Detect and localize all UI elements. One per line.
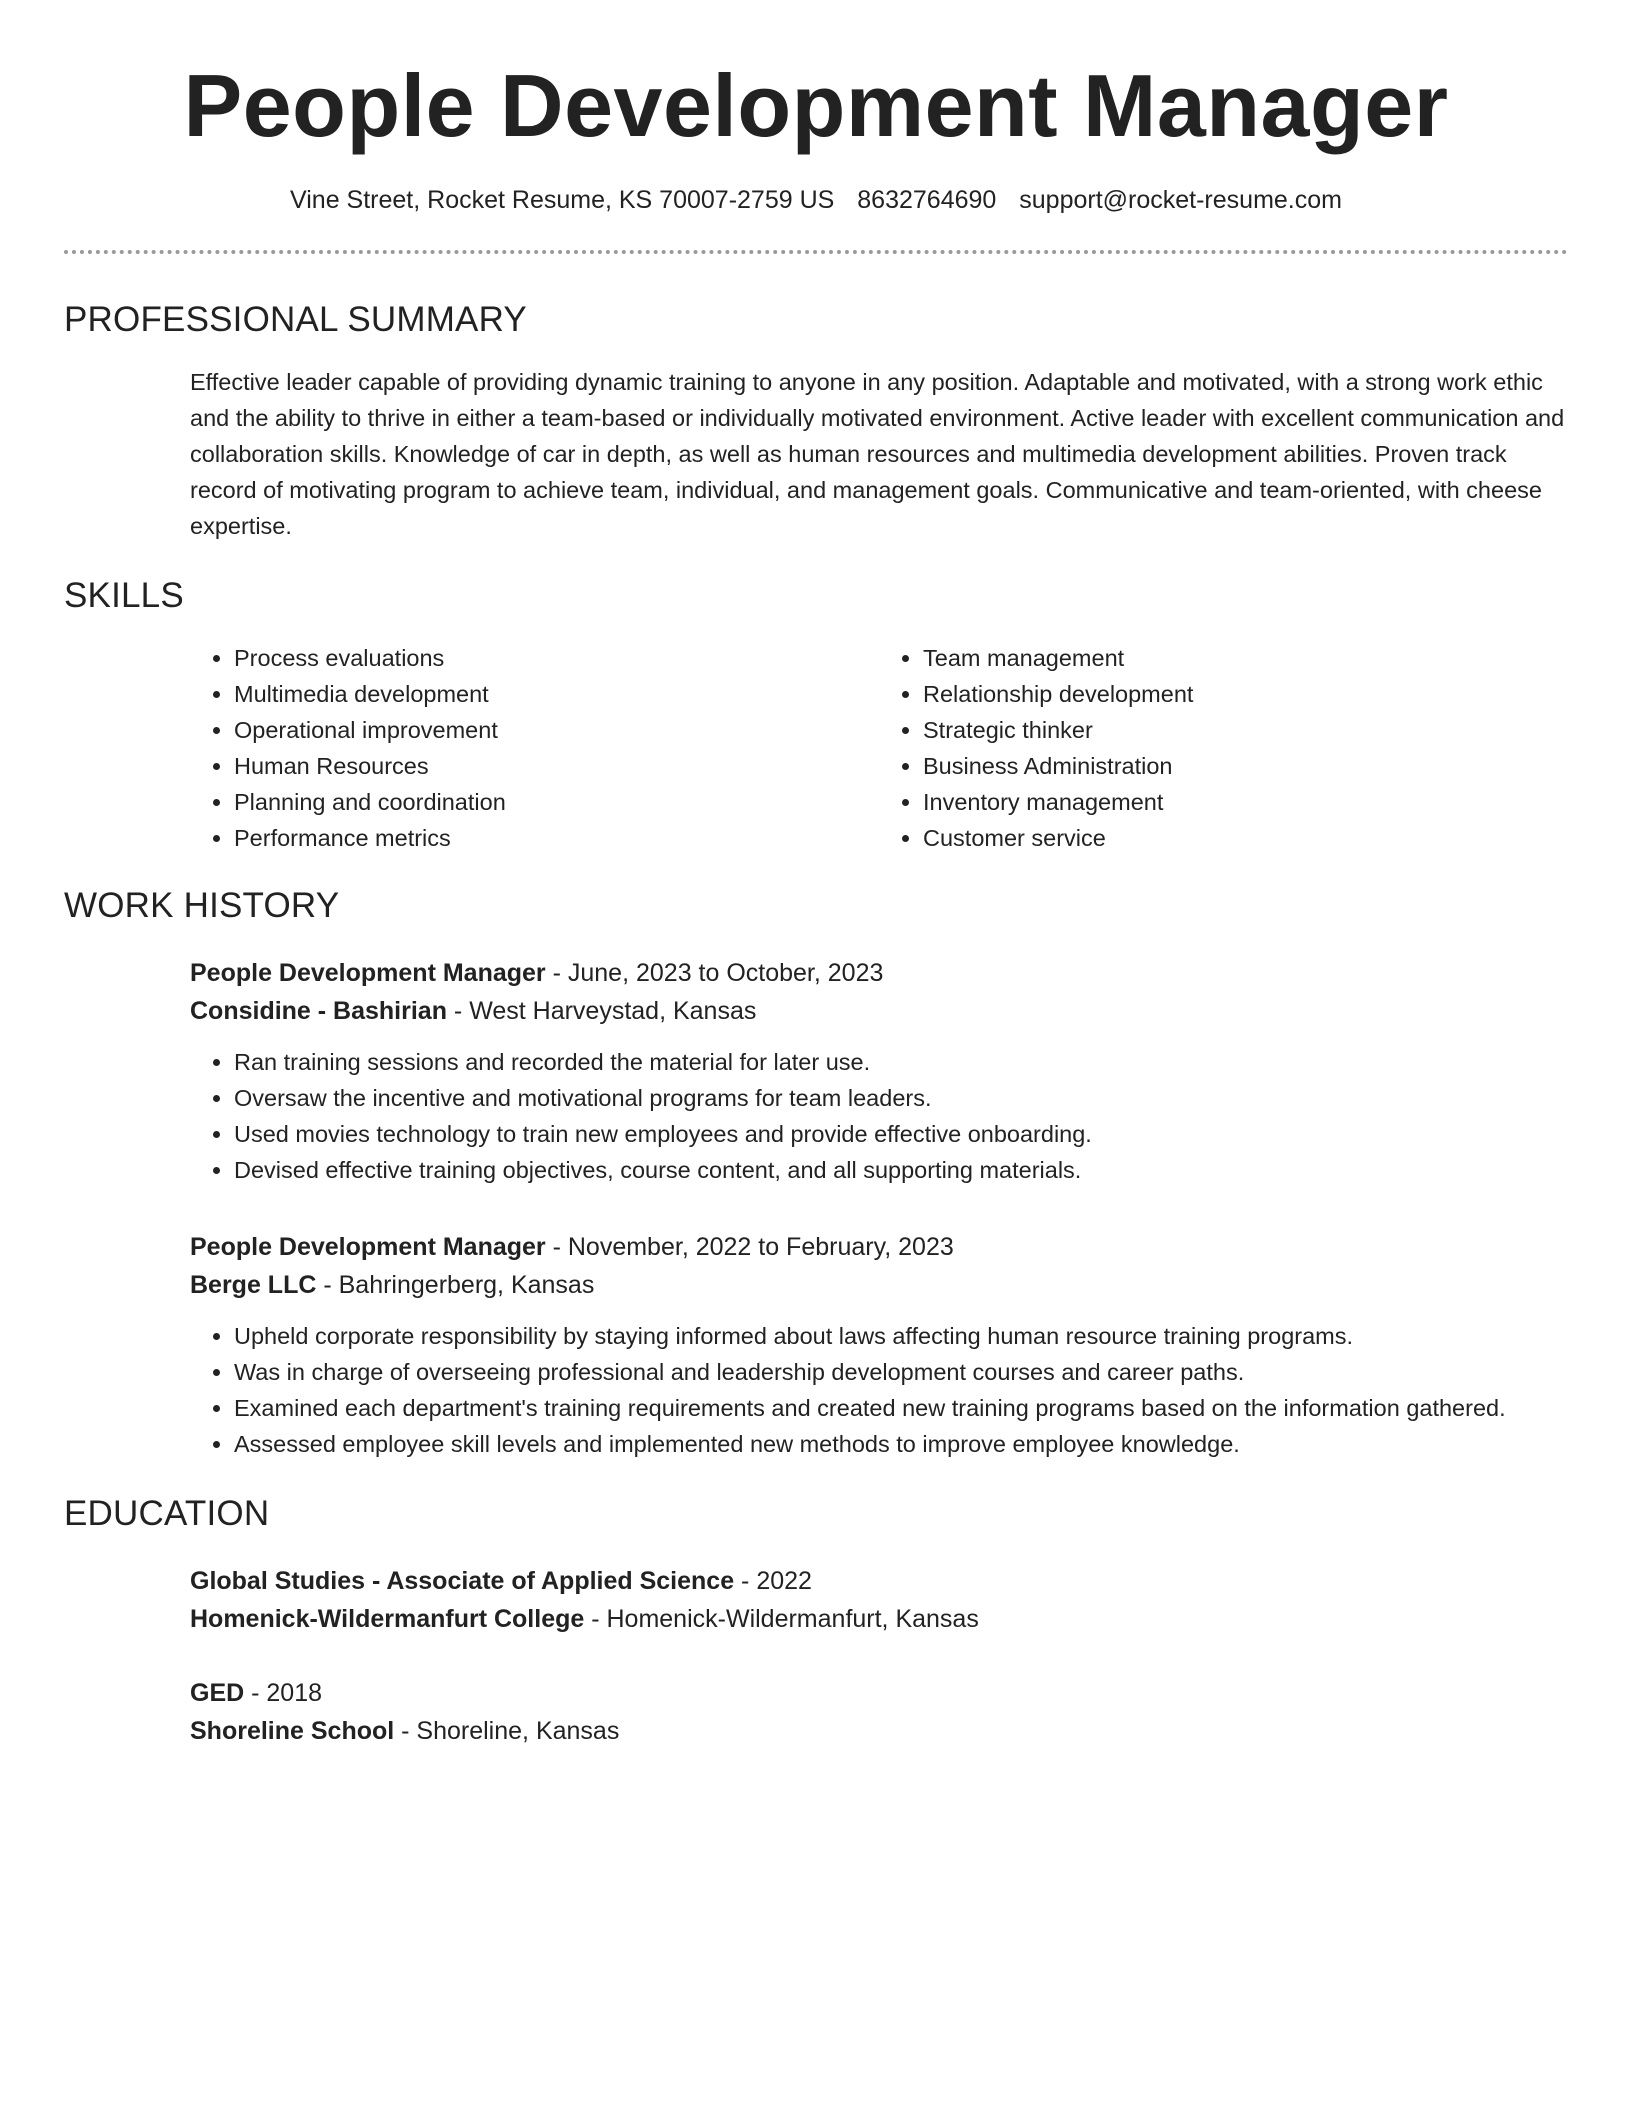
skills-heading: SKILLS — [64, 576, 184, 615]
contact-phone: 8632764690 — [857, 186, 997, 214]
job-title-line — [190, 1228, 1568, 1266]
education-section — [64, 1492, 1568, 1750]
skill-item: • Operational improvement — [234, 712, 879, 748]
job-bullet: • Assessed employee skill levels and implemented new methods to improve employee knowledge. — [234, 1426, 1568, 1462]
job-location: - Bahringerberg, Kansas — [316, 1271, 595, 1299]
skill-item: • Business Administration — [923, 748, 1568, 784]
contact-address: Vine Street, Rocket Resume, KS 70007-2759 US — [290, 186, 835, 214]
summary-section — [64, 298, 1568, 544]
job-bullets — [190, 1318, 1568, 1462]
education-year: - 2022 — [734, 1567, 812, 1595]
job-bullet: • Upheld corporate responsibility by staying informed about laws affecting human resource training programs. — [234, 1318, 1568, 1354]
job-entry — [190, 1228, 1568, 1462]
education-heading: EDUCATION — [64, 1494, 270, 1533]
skill-item: • Planning and coordination — [234, 784, 879, 820]
summary-heading: PROFESSIONAL SUMMARY — [64, 300, 527, 339]
skills-list-right — [879, 640, 1568, 856]
job-dates: - June, 2023 to October, 2023 — [545, 959, 884, 987]
work-history-heading: WORK HISTORY — [64, 886, 340, 925]
job-bullet: • Devised effective training objectives, course content, and all supporting materials. — [234, 1152, 1568, 1188]
job-bullet: • Was in charge of overseeing professional and leadership development courses and career paths. — [234, 1354, 1568, 1390]
header-divider — [64, 250, 1568, 254]
education-year: - 2018 — [244, 1679, 323, 1707]
skill-item: • Relationship development — [923, 676, 1568, 712]
skill-item: • Multimedia development — [234, 676, 879, 712]
education-school-line — [190, 1600, 1568, 1638]
summary-text: Effective leader capable of providing dynamic training to anyone in any position. Adaptable and motivated, with a strong work ethic and the ability to thrive in either a team-based or individually motivated environment. Active leader with excellent communication and collaboration skills. Knowledge of car in depth, as well as human resources and multimedia development abilities. Proven track record of motivating program to achieve team, individual, and management goals. Communicative and team-oriented, with cheese expertise. — [190, 369, 1565, 539]
job-entry — [190, 954, 1568, 1188]
job-title-line — [190, 954, 1568, 992]
education-location: - Shoreline, Kansas — [394, 1717, 620, 1745]
education-school: Shoreline School — [190, 1717, 395, 1745]
skills-columns — [190, 640, 1568, 856]
skill-item: • Human Resources — [234, 748, 879, 784]
education-school: Homenick-Wildermanfurt College — [190, 1605, 585, 1633]
education-degree-line — [190, 1674, 1568, 1712]
job-company: Considine - Bashirian — [190, 997, 447, 1025]
skill-item: • Customer service — [923, 820, 1568, 856]
skill-item: • Inventory management — [923, 784, 1568, 820]
education-degree: Global Studies - Associate of Applied Science — [190, 1567, 735, 1595]
candidate-name: People Development Manager — [183, 56, 1449, 155]
education-degree: GED — [190, 1679, 245, 1707]
job-company-line — [190, 1266, 1568, 1304]
education-school-line — [190, 1712, 1568, 1750]
skill-item: • Performance metrics — [234, 820, 879, 856]
job-bullets — [190, 1044, 1568, 1188]
job-bullet: • Examined each department's training requirements and created new training programs based on the information gathered. — [234, 1390, 1568, 1426]
work-history-section — [64, 884, 1568, 1462]
education-location: - Homenick-Wildermanfurt, Kansas — [584, 1605, 979, 1633]
contact-line — [64, 184, 1568, 216]
skills-section — [64, 574, 1568, 856]
skills-list-left — [190, 640, 879, 856]
job-company: Berge LLC — [190, 1271, 317, 1299]
education-degree-line — [190, 1562, 1568, 1600]
job-company-line — [190, 992, 1568, 1030]
job-location: - West Harveystad, Kansas — [446, 997, 757, 1025]
contact-email: support@rocket-resume.com — [1019, 186, 1342, 214]
job-dates: - November, 2022 to February, 2023 — [545, 1233, 954, 1261]
education-entry — [190, 1562, 1568, 1638]
resume-page — [64, 0, 1568, 1750]
job-position: People Development Manager — [190, 1233, 546, 1261]
education-entry — [190, 1674, 1568, 1750]
job-position: People Development Manager — [190, 959, 546, 987]
job-bullet: • Used movies technology to train new employees and provide effective onboarding. — [234, 1116, 1568, 1152]
job-bullet: • Ran training sessions and recorded the material for later use. — [234, 1044, 1568, 1080]
skill-item: • Strategic thinker — [923, 712, 1568, 748]
job-bullet: • Oversaw the incentive and motivational programs for team leaders. — [234, 1080, 1568, 1116]
skill-item: • Team management — [923, 640, 1568, 676]
skill-item: • Process evaluations — [234, 640, 879, 676]
